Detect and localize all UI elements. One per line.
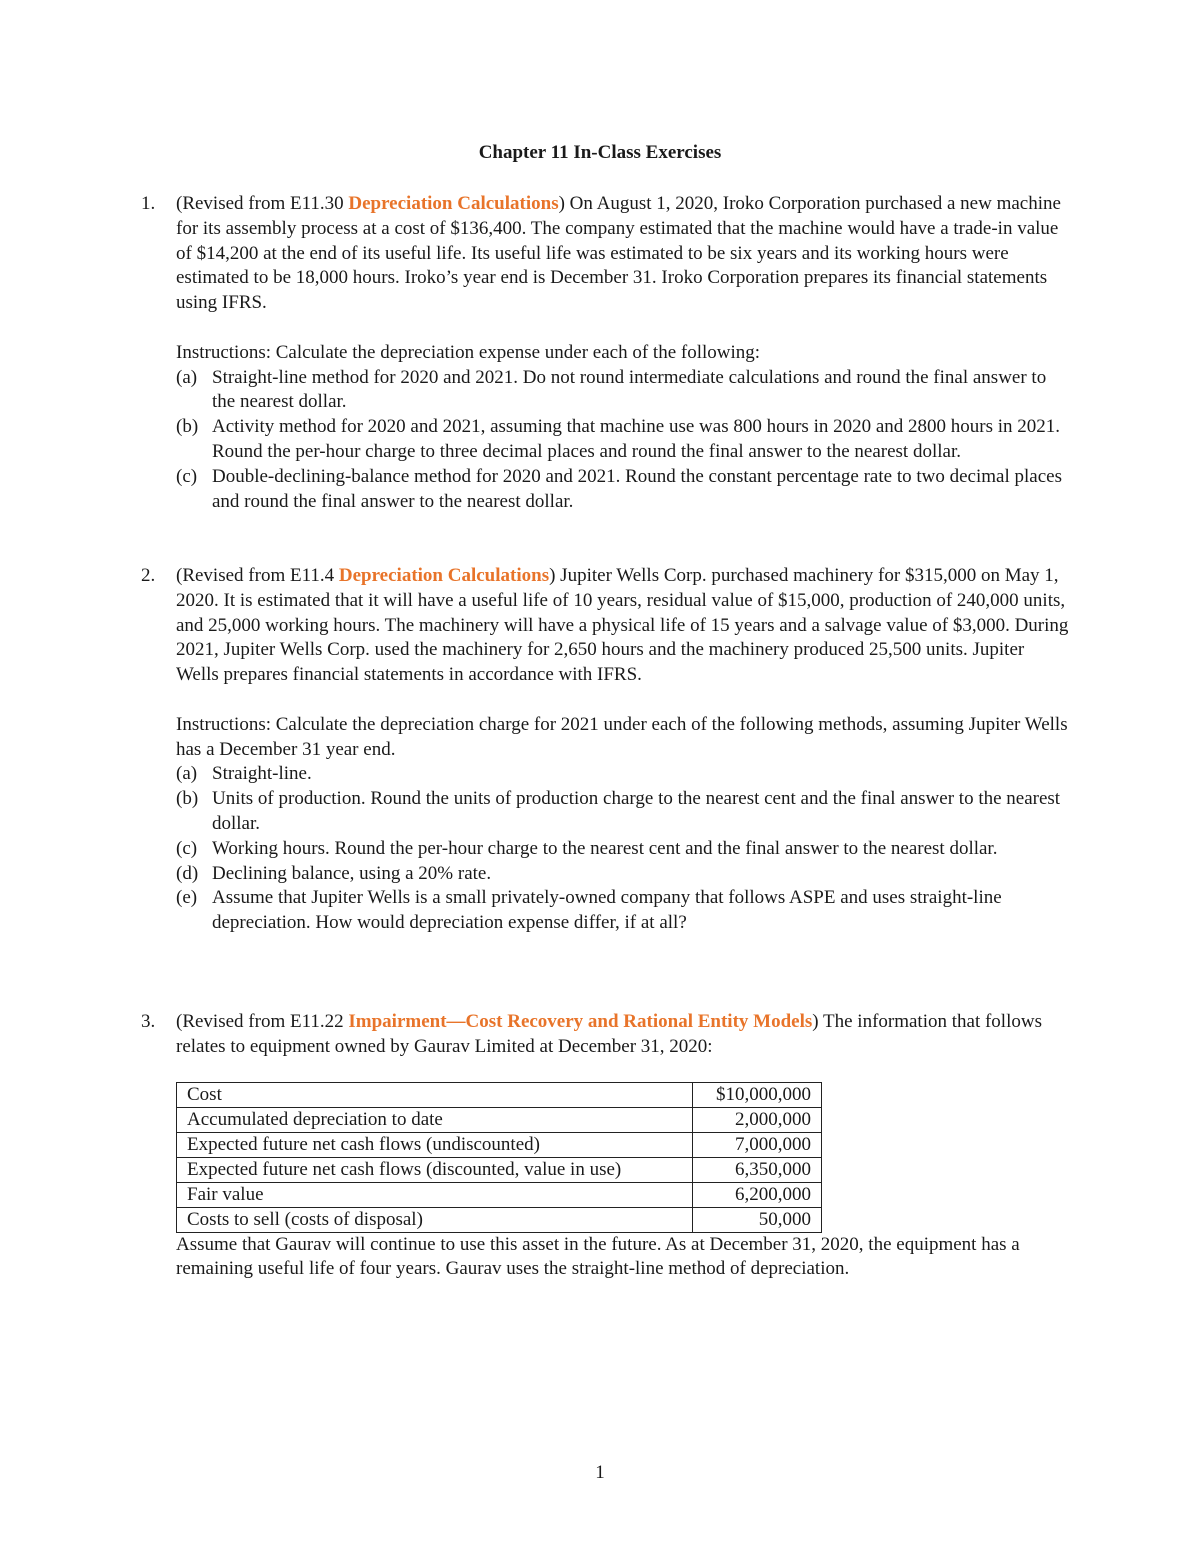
topic-highlight: Impairment—Cost Recovery and Rational Entity Models (348, 1011, 813, 1032)
table-cell-value: 6,200,000 (693, 1182, 822, 1207)
exercise-description: (Revised from E11.4 Depreciation Calculations) Jupiter Wells Corp. purchased machinery for $315,000 on May 1, 2020. It is estimated that it will have a useful life of 10 years, residual value of $15,000, production of 240,000 units, and 25,000 working hours. The machinery will have a physical life of 15 years and a salvage value of $3,000. During 2021, Jupiter Wells Corp. used the machinery for 2,650 hours and the machinery produced 25,500 units. Jupiter Wells prepares financial statements in accordance with IFRS. (176, 565, 1069, 686)
table-cell-label: Expected future net cash flows (discounted, value in use) (177, 1157, 693, 1182)
exercise-number: 3. (141, 1011, 156, 1032)
page-number: 1 (595, 1462, 605, 1483)
equipment-data-table (176, 1082, 822, 1233)
exercise-description: (Revised from E11.30 Depreciation Calculations) On August 1, 2020, Iroko Corporation purchased a new machine for its assembly process at a cost of $136,400. The company estimated that the machine would have a trade-in value of $14,200 at the end of its useful life. Its useful life was estimated to be six years and its working hours were estimated to be 18,000 hours. Iroko’s year end is December 31. Iroko Corporation prepares its financial statements using IFRS. (176, 193, 1061, 314)
list-item: (a) Straight-line. (176, 763, 312, 785)
table-cell-value: 2,000,000 (693, 1107, 822, 1132)
table-row (177, 1207, 822, 1232)
exercise-description: (Revised from E11.22 Impairment—Cost Recovery and Rational Entity Models) The information that follows relates to equipment owned by Gaurav Limited at December 31, 2020: (176, 1011, 1042, 1057)
list-item: (b) Units of production. Round the units of production charge to the nearest cent and the final answer to the nearest dollar. (176, 788, 1061, 834)
table-row (177, 1157, 822, 1182)
topic-highlight: Depreciation Calculations (338, 565, 550, 586)
table-cell-label: Fair value (177, 1182, 693, 1207)
list-item: (e) Assume that Jupiter Wells is a small privately-owned company that follows ASPE and uses straight-line depreciation. How would depreciation expense differ, if at all? (176, 887, 1002, 934)
page-title: Chapter 11 In-Class Exercises (478, 142, 722, 163)
instructions: Instructions: Calculate the depreciation charge for 2021 under each of the following methods, assuming Jupiter Wells has a December 31 year end. (176, 713, 1068, 760)
table-cell-value: 7,000,000 (693, 1132, 822, 1157)
table-row (177, 1132, 822, 1157)
table-row (177, 1107, 822, 1132)
table-cell-label: Expected future net cash flows (undiscounted) (177, 1132, 693, 1157)
list-item: (c) Double-declining-balance method for 2020 and 2021. Round the constant percentage rate to two decimal places and round the final answer to the nearest dollar. (176, 465, 1062, 512)
exercise-followup-text: Assume that Gaurav will continue to use this asset in the future. As at December 31, 2020, the equipment has a remaining useful life of four years. Gaurav uses the straight-line method of depreciation. (176, 1233, 1020, 1280)
list-item: (b) Activity method for 2020 and 2021, assuming that machine use was 800 hours in 2020 and 2800 hours in 2021. Round the per-hour charge to three decimal places and round the final answer to the nearest dollar. (176, 416, 1061, 462)
list-item: (d) Declining balance, using a 20% rate. (176, 862, 492, 884)
list-item: (c) Working hours. Round the per-hour charge to the nearest cent and the final answer to the nearest dollar. (176, 837, 998, 859)
table-row (177, 1082, 822, 1107)
table-cell-value: $10,000,000 (693, 1082, 822, 1107)
exercise-number: 1. (141, 193, 156, 214)
instructions: Instructions: Calculate the depreciation expense under each of the following: (176, 341, 761, 363)
list-item: (a) Straight-line method for 2020 and 2021. Do not round intermediate calculations and round the final answer to the nearest dollar. (176, 366, 1047, 413)
table-cell-label: Costs to sell (costs of disposal) (177, 1207, 693, 1232)
table-row (177, 1182, 822, 1207)
exercise-number: 2. (141, 565, 156, 586)
table-cell-value: 50,000 (693, 1207, 822, 1232)
table-cell-label: Cost (177, 1082, 693, 1107)
exercise-3 (141, 1010, 1071, 1282)
topic-highlight: Depreciation Calculations (348, 193, 559, 214)
exercise-2 (141, 564, 1071, 936)
table-cell-label: Accumulated depreciation to date (177, 1107, 693, 1132)
table-cell-value: 6,350,000 (693, 1157, 822, 1182)
exercise-1 (141, 192, 1071, 514)
